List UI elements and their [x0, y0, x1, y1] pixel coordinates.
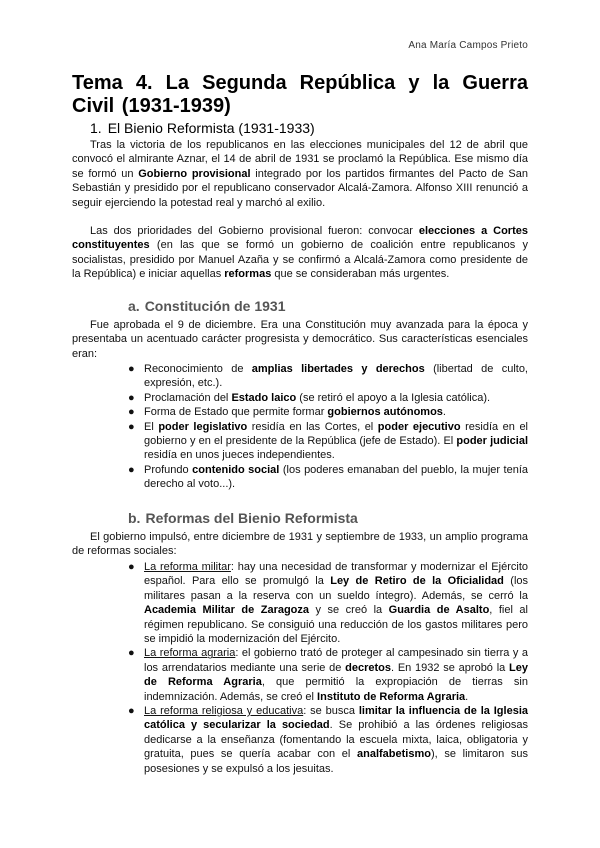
list-item	[128, 463, 529, 492]
bullet-icon: ●	[128, 561, 135, 573]
document-title: Tema 4. La Segunda República y la Guerra Civil (1931-1939)	[72, 72, 528, 117]
bullet-icon: ●	[128, 420, 135, 433]
bold-run: poder ejecutivo	[377, 420, 461, 433]
list-item	[128, 405, 528, 419]
bullet-icon: ●	[128, 406, 135, 419]
text-run: : el gobierno trató de proteger al campesinado sin tierra y a los arrendatarios mediante una serie de	[144, 647, 528, 674]
text-run: integrado por los partidos firmantes del Pacto de San Sebastián y presidido por el republicano conservador Alcalá-Zamora. Alfonso XIII renunció a seguir ejerciendo la potestad real y marchó al exilio.	[72, 167, 529, 209]
paragraph-priorities-text	[72, 224, 528, 282]
bold-run: amplias libertades y derechos	[251, 363, 425, 375]
bold-run: Ley de Retiro de la Oficialidad	[330, 575, 504, 588]
underlined-run: La reforma religiosa y educativa	[144, 705, 304, 718]
bold-run: poder legislativo	[158, 420, 248, 433]
constitution-features-list	[128, 362, 529, 492]
underlined-run: La reforma agraria	[144, 647, 236, 660]
text-run: . Se prohibió a las órdenes religiosas dedicarse a la enseñanza (fomentando la escuela mixta, laica, obligatoria y gratuita, pues se quería acabar con el	[144, 719, 528, 761]
bold-run: elecciones a Cortes constituyentes	[72, 225, 528, 252]
subsection-b-intro	[72, 530, 528, 559]
header-author: Ana María Campos Prieto	[408, 40, 528, 51]
list-item	[128, 391, 528, 405]
bold-run: Instituto de Reforma Agraria	[317, 690, 466, 703]
subsection-a-letter: a.	[128, 298, 140, 314]
subsection-a-intro	[72, 318, 528, 361]
text-run: , que permitió la expropiación de tierras sin indemnización. Además, se creó el	[144, 676, 528, 703]
text-run: (los poderes emanaban del pueblo, la mujer tenía derecho al voto...).	[144, 463, 529, 491]
bullet-icon: ●	[128, 705, 135, 718]
text-run: residía en el gobierno y en el presidente de la República (jefe de Estado). El	[144, 420, 529, 448]
paragraph-priorities	[72, 224, 528, 282]
bold-run: contenido social	[192, 463, 280, 476]
bold-run: Guardia de Asalto	[388, 604, 490, 617]
subsection-b-intro-text: El gobierno impulsó, entre diciembre de 1931 y septiembre de 1933, un amplio programa de reformas sociales:	[72, 531, 528, 558]
paragraph-intro-text	[72, 138, 528, 210]
section-1-title: El Bienio Reformista (1931-1933)	[107, 120, 315, 136]
text-run: , fiel al régimen republicano. Se consiguió una reducción de los gastos militares pero se impidió la modernización del Ejército.	[144, 604, 528, 646]
list-item-religious-reform	[128, 704, 528, 776]
section-1-heading	[90, 120, 315, 136]
text-run: : hay una necesidad de transformar y modernizar el Ejército español. Para ello se promulgó la	[144, 561, 528, 588]
bold-run: Academia Militar de Zaragoza	[144, 604, 310, 617]
text-run: residía en unos jueces independientes.	[144, 449, 335, 462]
subsection-a-title: Constitución de 1931	[144, 298, 286, 314]
bold-run: Gobierno provisional	[138, 167, 251, 180]
bold-run: decretos	[345, 661, 392, 674]
bullet-icon: ●	[128, 363, 135, 375]
bold-run: Ley de Reforma Agraria	[144, 661, 528, 689]
bullet-icon: ●	[128, 647, 135, 660]
text-run: (se retiró el apoyo a la Iglesia católica).	[296, 391, 491, 404]
text-run: Las dos prioridades del Gobierno provisional fueron: convocar	[90, 225, 419, 237]
text-run: residía en las Cortes, el	[247, 420, 378, 433]
text-run: Forma de Estado que permite formar	[144, 406, 328, 419]
subsection-a-intro-text: Fue aprobada el 9 de diciembre. Era una Constitución muy avanzada para la época y presentaba un acentuado carácter progresista y democrático. Sus características esenciales eran:	[72, 319, 528, 360]
text-run: : se busca	[303, 705, 359, 718]
list-item-military-reform	[128, 560, 529, 646]
bold-run: analfabetismo	[357, 748, 431, 761]
text-run: . En 1932 se aprobó la	[391, 661, 510, 674]
subsection-b-letter: b.	[128, 510, 141, 526]
text-run: ), se limitaron sus posesiones y se expulsó a los jesuitas.	[144, 748, 528, 775]
underlined-run: La reforma militar	[144, 561, 231, 573]
subsection-a-heading	[128, 298, 286, 314]
bold-run: limitar la influencia de la Iglesia católica y secularizar la sociedad	[144, 705, 528, 732]
text-run: Profundo	[144, 463, 193, 476]
bold-run: gobiernos autónomos	[327, 406, 443, 419]
text-run: y se creó la	[309, 604, 389, 617]
text-run: (en las que se formó un gobierno de coalición entre republicanos y socialistas, presidido por Manuel Azaña y se confirmó a Alcalá-Zamora como presidente de la República) e iniciar aquellas	[72, 239, 528, 281]
reforms-list	[128, 560, 529, 776]
section-1-number: 1.	[90, 120, 102, 136]
text-run: El	[144, 420, 159, 433]
text-run: Reconocimiento de	[144, 363, 252, 375]
bold-run: reformas	[224, 268, 272, 281]
text-run: Tras la victoria de los republicanos en las elecciones municipales del 12 de abril que convocó el almirante Aznar, el 14 de abril de 1931 se proclamó la República. Ese mismo día se formó un	[72, 139, 528, 180]
text-run: .	[442, 406, 446, 419]
text-run: (libertad de culto, expresión, etc.).	[144, 363, 528, 390]
bullet-icon: ●	[128, 391, 135, 404]
bold-run: Estado laico	[231, 391, 297, 404]
list-item-agrarian-reform	[128, 646, 528, 704]
subsection-b-heading	[128, 510, 358, 526]
bold-run: poder judicial	[456, 435, 528, 448]
list-item	[128, 362, 528, 391]
list-item	[128, 420, 529, 463]
text-run: .	[465, 690, 469, 703]
bullet-icon: ●	[128, 463, 135, 476]
text-run: que se consideraban más urgentes.	[271, 268, 450, 281]
paragraph-intro	[72, 138, 528, 210]
text-run: Proclamación del	[144, 391, 232, 404]
text-run: (los militares pasan a la reserva con un sueldo íntegro). Además, se cerró la	[144, 575, 529, 602]
subsection-b-title: Reformas del Bienio Reformista	[145, 510, 358, 526]
